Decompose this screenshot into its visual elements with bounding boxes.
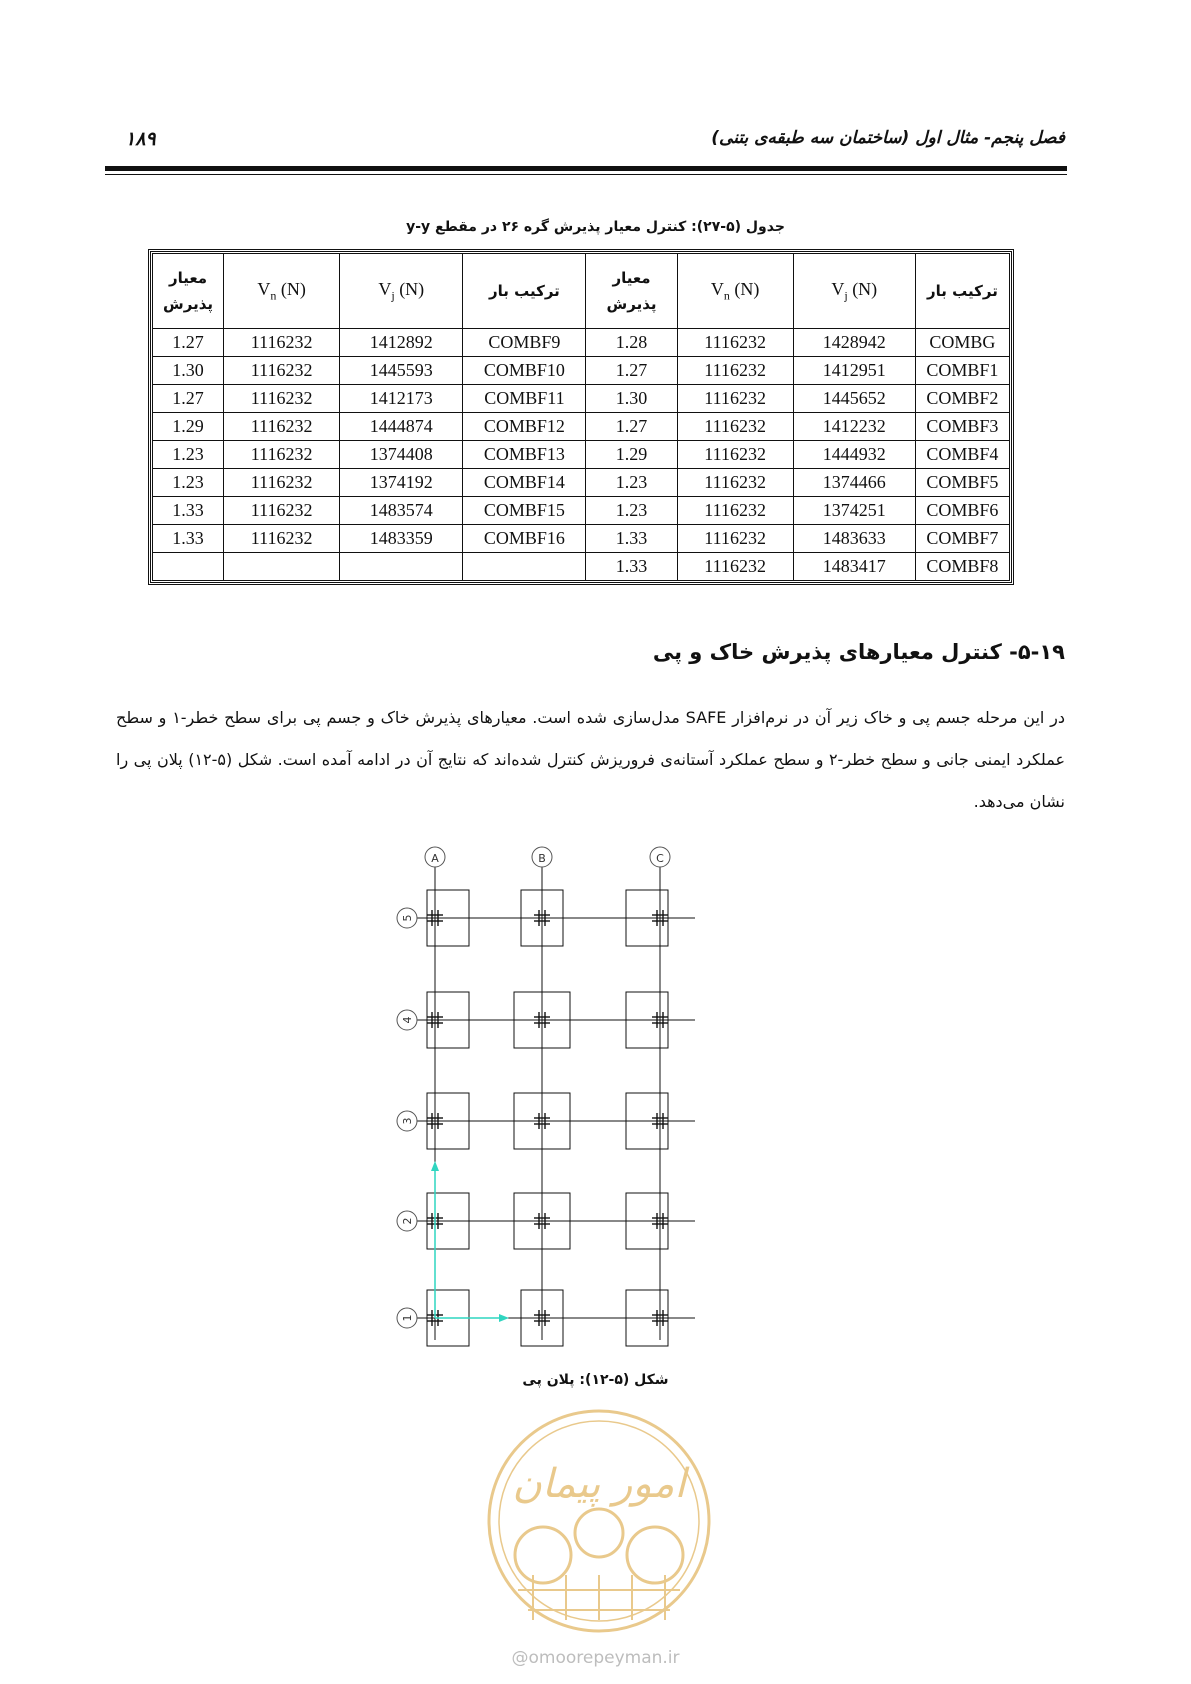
seal-text: امور پیمان — [512, 1461, 686, 1507]
cell-combo: COMBF9 — [463, 329, 586, 357]
cell-ratio: 1.27 — [153, 385, 224, 413]
cell-vj: 1374251 — [793, 497, 915, 525]
cell-combo — [463, 553, 586, 581]
header-ratio-line2: پذیرش — [606, 295, 657, 313]
cell-ratio: 1.27 — [586, 357, 677, 385]
cell-combo: COMBF16 — [463, 525, 586, 553]
table-caption: جدول (۵-۲۷): کنترل معیار پذیرش گره ۲۶ در مقطع y-y — [406, 219, 785, 235]
cell-vj: 1444932 — [793, 441, 915, 469]
watermark-site — [0, 1648, 1191, 1668]
cell-ratio: 1.27 — [153, 329, 224, 357]
watermark-seal — [483, 1405, 715, 1637]
y-axis-arrowhead — [431, 1161, 439, 1171]
seal-center-emblem — [575, 1509, 623, 1557]
cell-vj: 1412951 — [793, 357, 915, 385]
cell-vj: 1412232 — [793, 413, 915, 441]
cell-combo: COMBF8 — [915, 553, 1009, 581]
cell-vj: 1445593 — [340, 357, 463, 385]
header-vj: $V_j$ (N) — [340, 254, 463, 329]
cell-combo: COMBF1 — [915, 357, 1009, 385]
cell-vj: 1412892 — [340, 329, 463, 357]
table-row — [153, 553, 1010, 581]
cell-combo: COMBF5 — [915, 469, 1009, 497]
cell-vn: 1116232 — [224, 413, 340, 441]
cell-vj: 1483574 — [340, 497, 463, 525]
cell-vj: 1428942 — [793, 329, 915, 357]
cell-vj: 1483417 — [793, 553, 915, 581]
section-paragraph: در این مرحله جسم پی و خاک زیر آن در نرم‌افزار SAFE مدل‌سازی شده است. معیارهای پذیرش خاک و جسم پی برای سطح خطر-۱ و سطح عملکرد ایمنی جانی و سطح خطر-۲ و سطح عملکرد آستانه‌ی فروریزش کنترل شده‌اند که نتایج آن در ادامه آمده است. شکل (۵-۱۲) پلان پی را نشان می‌دهد. — [116, 708, 1065, 811]
table-row — [153, 329, 1010, 357]
cell-vn: 1116232 — [677, 413, 793, 441]
cell-vn: 1116232 — [224, 469, 340, 497]
cell-combo: COMBF6 — [915, 497, 1009, 525]
cell-vn: 1116232 — [677, 525, 793, 553]
at-icon: @ — [511, 1648, 529, 1668]
cell-combo: COMBF14 — [463, 469, 586, 497]
header-rule-thick — [105, 166, 1067, 171]
cell-vj: 1483359 — [340, 525, 463, 553]
cell-ratio: 1.29 — [586, 441, 677, 469]
cell-combo: COMBF13 — [463, 441, 586, 469]
cell-vn — [224, 553, 340, 581]
header-combo: ترکیب بار — [915, 254, 1009, 329]
cell-vj — [340, 553, 463, 581]
cell-vn: 1116232 — [224, 329, 340, 357]
table-header-row — [153, 254, 1010, 329]
seal-left-gear — [515, 1527, 571, 1583]
cell-vn: 1116232 — [224, 385, 340, 413]
grid-bubble-row-label: 5 — [401, 914, 414, 922]
cell-vn: 1116232 — [677, 385, 793, 413]
cell-ratio: 1.23 — [586, 469, 677, 497]
grid-bubble-row-label: 1 — [401, 1314, 414, 1322]
header-vn: $V_n$ (N) — [224, 254, 340, 329]
cell-vj: 1374408 — [340, 441, 463, 469]
cell-vn: 1116232 — [224, 441, 340, 469]
cell-vn: 1116232 — [677, 469, 793, 497]
foundation-plan-figure — [401, 845, 775, 1360]
seal-right-gear — [627, 1527, 683, 1583]
header-vj: $V_j$ (N) — [793, 254, 915, 329]
chapter-title: فصل پنجم- مثال اول (ساختمان سه طبقه‌ی بتنی) — [711, 128, 1065, 148]
cell-combo: COMBF7 — [915, 525, 1009, 553]
cell-vn: 1116232 — [224, 357, 340, 385]
table-row — [153, 413, 1010, 441]
table-row — [153, 441, 1010, 469]
grid-bubble-column-label: C — [656, 852, 664, 865]
cell-combo: COMBF2 — [915, 385, 1009, 413]
table-row — [153, 525, 1010, 553]
cell-ratio: 1.23 — [586, 497, 677, 525]
cell-ratio: 1.33 — [586, 553, 677, 581]
cell-vn: 1116232 — [677, 441, 793, 469]
header-vn: $V_n$ (N) — [677, 254, 793, 329]
grid-bubble-column-label: A — [431, 852, 439, 865]
cell-ratio: 1.29 — [153, 413, 224, 441]
cell-ratio: 1.23 — [153, 469, 224, 497]
cell-vn: 1116232 — [677, 357, 793, 385]
cell-ratio: 1.33 — [586, 525, 677, 553]
cell-combo: COMBF11 — [463, 385, 586, 413]
plan-grid — [415, 863, 695, 1346]
cell-vj: 1483633 — [793, 525, 915, 553]
header-combo: ترکیب بار — [463, 254, 586, 329]
cell-vn: 1116232 — [224, 525, 340, 553]
cell-vn: 1116232 — [677, 497, 793, 525]
cell-ratio: 1.33 — [153, 525, 224, 553]
cell-vn: 1116232 — [224, 497, 340, 525]
cell-ratio: 1.23 — [153, 441, 224, 469]
cell-vj: 1445652 — [793, 385, 915, 413]
page-number: ۱۸۹ — [125, 128, 156, 150]
cell-vj: 1444874 — [340, 413, 463, 441]
x-axis-arrowhead — [499, 1314, 509, 1322]
grid-bubble-row-label: 3 — [401, 1117, 414, 1125]
cell-vn: 1116232 — [677, 329, 793, 357]
header-ratio-line1: معیار — [168, 269, 208, 287]
grid-bubble-column-label: B — [538, 852, 546, 865]
header-ratio-line1: معیار — [612, 269, 651, 287]
watermark-site-text: omoorepeyman.ir — [528, 1648, 680, 1668]
cell-vn: 1116232 — [677, 553, 793, 581]
acceptance-table — [148, 249, 1014, 585]
header-rule-thin — [105, 174, 1067, 175]
cell-combo: COMBF15 — [463, 497, 586, 525]
table-row — [153, 497, 1010, 525]
grid-bubble-row-label: 4 — [401, 1016, 414, 1024]
cell-ratio: 1.27 — [586, 413, 677, 441]
figure-caption: شکل (۵-۱۲): پلان پی — [522, 1372, 669, 1388]
cell-ratio: 1.28 — [586, 329, 677, 357]
section-title: ۵-۱۹- کنترل معیارهای پذیرش خاک و پی — [652, 640, 1065, 664]
header-ratio — [586, 254, 677, 329]
cell-combo: COMBF4 — [915, 441, 1009, 469]
grid-bubble-row-label: 2 — [401, 1217, 414, 1225]
cell-ratio: 1.33 — [153, 497, 224, 525]
header-ratio-line2: پذیرش — [163, 295, 214, 313]
cell-combo: COMBF3 — [915, 413, 1009, 441]
cell-ratio: 1.30 — [586, 385, 677, 413]
cell-vj: 1374466 — [793, 469, 915, 497]
cell-ratio — [153, 553, 224, 581]
cell-ratio: 1.30 — [153, 357, 224, 385]
cell-combo: COMBG — [915, 329, 1009, 357]
header-ratio — [153, 254, 224, 329]
table-row — [153, 469, 1010, 497]
table-row — [153, 385, 1010, 413]
table-row — [153, 357, 1010, 385]
cell-combo: COMBF10 — [463, 357, 586, 385]
seal-body — [489, 1411, 709, 1631]
cell-vj: 1412173 — [340, 385, 463, 413]
cell-combo: COMBF12 — [463, 413, 586, 441]
cell-vj: 1374192 — [340, 469, 463, 497]
